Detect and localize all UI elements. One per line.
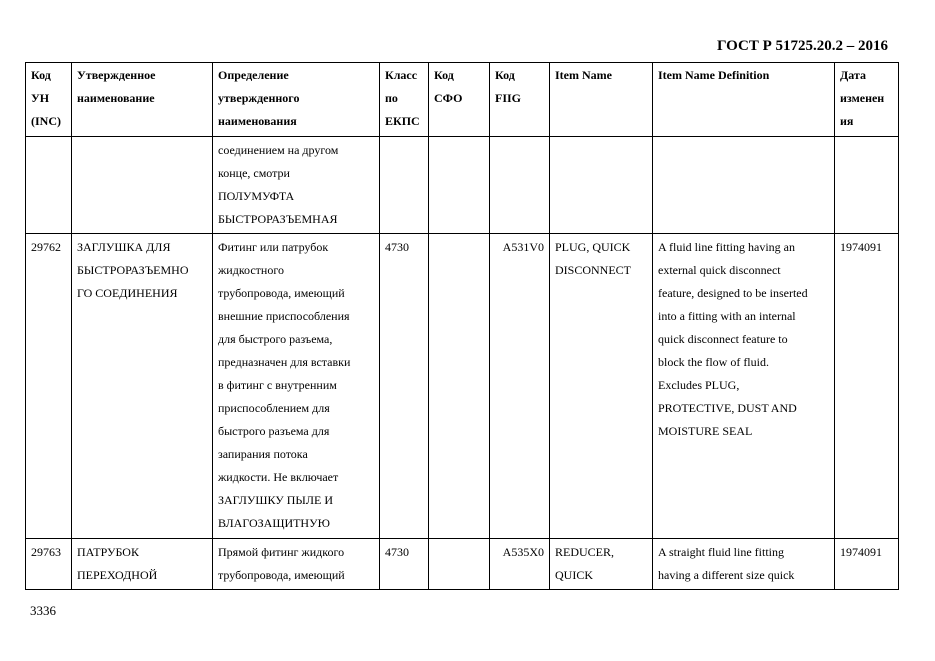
cell-text: 4730 bbox=[385, 545, 409, 559]
column-header-fiig-code bbox=[490, 63, 550, 137]
header-text: Утвержденное bbox=[77, 68, 156, 82]
header-text: по bbox=[385, 91, 398, 105]
cell-change-date bbox=[835, 234, 899, 539]
cell-text: 4730 bbox=[385, 240, 409, 254]
cell-text: MOISTURE SEAL bbox=[658, 424, 753, 438]
cell-sfo-code bbox=[429, 234, 490, 539]
cell-definition bbox=[213, 539, 380, 590]
cell-text: Фитинг или патрубок bbox=[218, 240, 329, 254]
column-header-inc-code bbox=[26, 63, 72, 137]
cell-text: A straight fluid line fitting bbox=[658, 545, 784, 559]
cell-definition bbox=[213, 137, 380, 234]
cell-text: REDUCER, bbox=[555, 545, 615, 559]
cell-text: для быстрого разъема, bbox=[218, 332, 333, 346]
cell-text: БЫСТРОРАЗЪЕМНАЯ bbox=[218, 212, 338, 226]
cell-text: 29762 bbox=[31, 240, 61, 254]
column-header-ekps-class bbox=[380, 63, 429, 137]
header-text: ия bbox=[840, 114, 854, 128]
cell-item-name bbox=[550, 137, 653, 234]
table-row bbox=[26, 137, 899, 234]
cell-text: ВЛАГОЗАЩИТНУЮ bbox=[218, 516, 330, 530]
column-header-definition bbox=[213, 63, 380, 137]
table-body bbox=[26, 137, 899, 590]
cell-text: 29763 bbox=[31, 545, 61, 559]
cell-ekps-class bbox=[380, 539, 429, 590]
cell-inc-code bbox=[26, 137, 72, 234]
header-text: Код bbox=[434, 68, 454, 82]
cell-text: ПЕРЕХОДНОЙ bbox=[77, 568, 158, 582]
cell-text: A531V0 bbox=[502, 240, 544, 254]
cell-item-name-definition bbox=[653, 234, 835, 539]
header-text: Код bbox=[495, 68, 515, 82]
cell-approved-name bbox=[72, 234, 213, 539]
cell-text: A fluid line fitting having an bbox=[658, 240, 795, 254]
cell-text: запирания потока bbox=[218, 447, 308, 461]
header-text: FIIG bbox=[495, 91, 522, 105]
page-number: 3336 bbox=[30, 603, 56, 618]
header-text: Код bbox=[31, 68, 51, 82]
header-text: изменен bbox=[840, 91, 885, 105]
cell-text: жидкости. Не включает bbox=[218, 470, 339, 484]
header-text: наименования bbox=[218, 114, 297, 128]
cell-text: внешние приспособления bbox=[218, 309, 350, 323]
cell-sfo-code bbox=[429, 539, 490, 590]
cell-item-name-definition bbox=[653, 137, 835, 234]
cell-text: ЗАГЛУШКУ ПЫЛЕ И bbox=[218, 493, 333, 507]
header-text: Item Name bbox=[555, 68, 612, 82]
column-header-item-name bbox=[550, 63, 653, 137]
cell-text: трубопровода, имеющий bbox=[218, 568, 345, 582]
cell-text: трубопровода, имеющий bbox=[218, 286, 345, 300]
cell-text: QUICK bbox=[555, 568, 593, 582]
cell-text: быстрого разъема для bbox=[218, 424, 330, 438]
cell-definition bbox=[213, 234, 380, 539]
cell-text: ПОЛУМУФТА bbox=[218, 189, 295, 203]
cell-inc-code bbox=[26, 539, 72, 590]
cell-fiig-code bbox=[490, 234, 550, 539]
cell-change-date bbox=[835, 539, 899, 590]
cell-text: feature, designed to be inserted bbox=[658, 286, 808, 300]
cell-ekps-class bbox=[380, 137, 429, 234]
header-text: наименование bbox=[77, 91, 155, 105]
cell-item-name bbox=[550, 539, 653, 590]
cell-fiig-code bbox=[490, 539, 550, 590]
cell-text: Excludes PLUG, bbox=[658, 378, 740, 392]
cell-text: PROTECTIVE, DUST AND bbox=[658, 401, 797, 415]
column-header-sfo-code bbox=[429, 63, 490, 137]
header-text: утвержденного bbox=[218, 91, 300, 105]
cell-ekps-class bbox=[380, 234, 429, 539]
cell-text: into a fitting with an internal bbox=[658, 309, 796, 323]
cell-text: конце, смотри bbox=[218, 166, 290, 180]
header-text: Класс bbox=[385, 68, 418, 82]
cell-text: external quick disconnect bbox=[658, 263, 781, 277]
header-text: Определение bbox=[218, 68, 289, 82]
cell-text: having a different size quick bbox=[658, 568, 795, 582]
column-header-item-name-definition bbox=[653, 63, 835, 137]
cell-text: соединением на другом bbox=[218, 143, 339, 157]
column-header-approved-name bbox=[72, 63, 213, 137]
cell-change-date bbox=[835, 137, 899, 234]
table-row bbox=[26, 539, 899, 590]
table-row bbox=[26, 234, 899, 539]
classification-table bbox=[25, 62, 899, 590]
cell-text: ПАТРУБОК bbox=[77, 545, 139, 559]
cell-text: приспособлением для bbox=[218, 401, 330, 415]
cell-item-name-definition bbox=[653, 539, 835, 590]
cell-text: PLUG, QUICK bbox=[555, 240, 631, 254]
cell-text: 1974091 bbox=[840, 240, 882, 254]
header-text: ЕКПС bbox=[385, 114, 420, 128]
header-text: (INC) bbox=[31, 114, 61, 128]
cell-inc-code bbox=[26, 234, 72, 539]
header-text: УН bbox=[31, 91, 50, 105]
header-text: Item Name Definition bbox=[658, 68, 770, 82]
cell-text: в фитинг с внутренним bbox=[218, 378, 337, 392]
cell-text: предназначен для вставки bbox=[218, 355, 351, 369]
cell-text: ГО СОЕДИНЕНИЯ bbox=[77, 286, 178, 300]
header-text: СФО bbox=[434, 91, 463, 105]
cell-text: Прямой фитинг жидкого bbox=[218, 545, 345, 559]
cell-text: жидкостного bbox=[218, 263, 284, 277]
cell-sfo-code bbox=[429, 137, 490, 234]
cell-text: DISCONNECT bbox=[555, 263, 632, 277]
column-header-change-date bbox=[835, 63, 899, 137]
cell-approved-name bbox=[72, 137, 213, 234]
cell-fiig-code bbox=[490, 137, 550, 234]
table-header-row bbox=[26, 63, 899, 137]
document-header: ГОСТ Р 51725.20.2 – 2016 bbox=[716, 38, 888, 54]
cell-text: quick disconnect feature to bbox=[658, 332, 788, 346]
cell-item-name bbox=[550, 234, 653, 539]
cell-approved-name bbox=[72, 539, 213, 590]
cell-text: ЗАГЛУШКА ДЛЯ bbox=[77, 240, 171, 254]
cell-text: БЫСТРОРАЗЪЕМНО bbox=[77, 263, 189, 277]
cell-text: A535X0 bbox=[502, 545, 544, 559]
header-text: Дата bbox=[840, 68, 866, 82]
cell-text: 1974091 bbox=[840, 545, 882, 559]
cell-text: block the flow of fluid. bbox=[658, 355, 769, 369]
